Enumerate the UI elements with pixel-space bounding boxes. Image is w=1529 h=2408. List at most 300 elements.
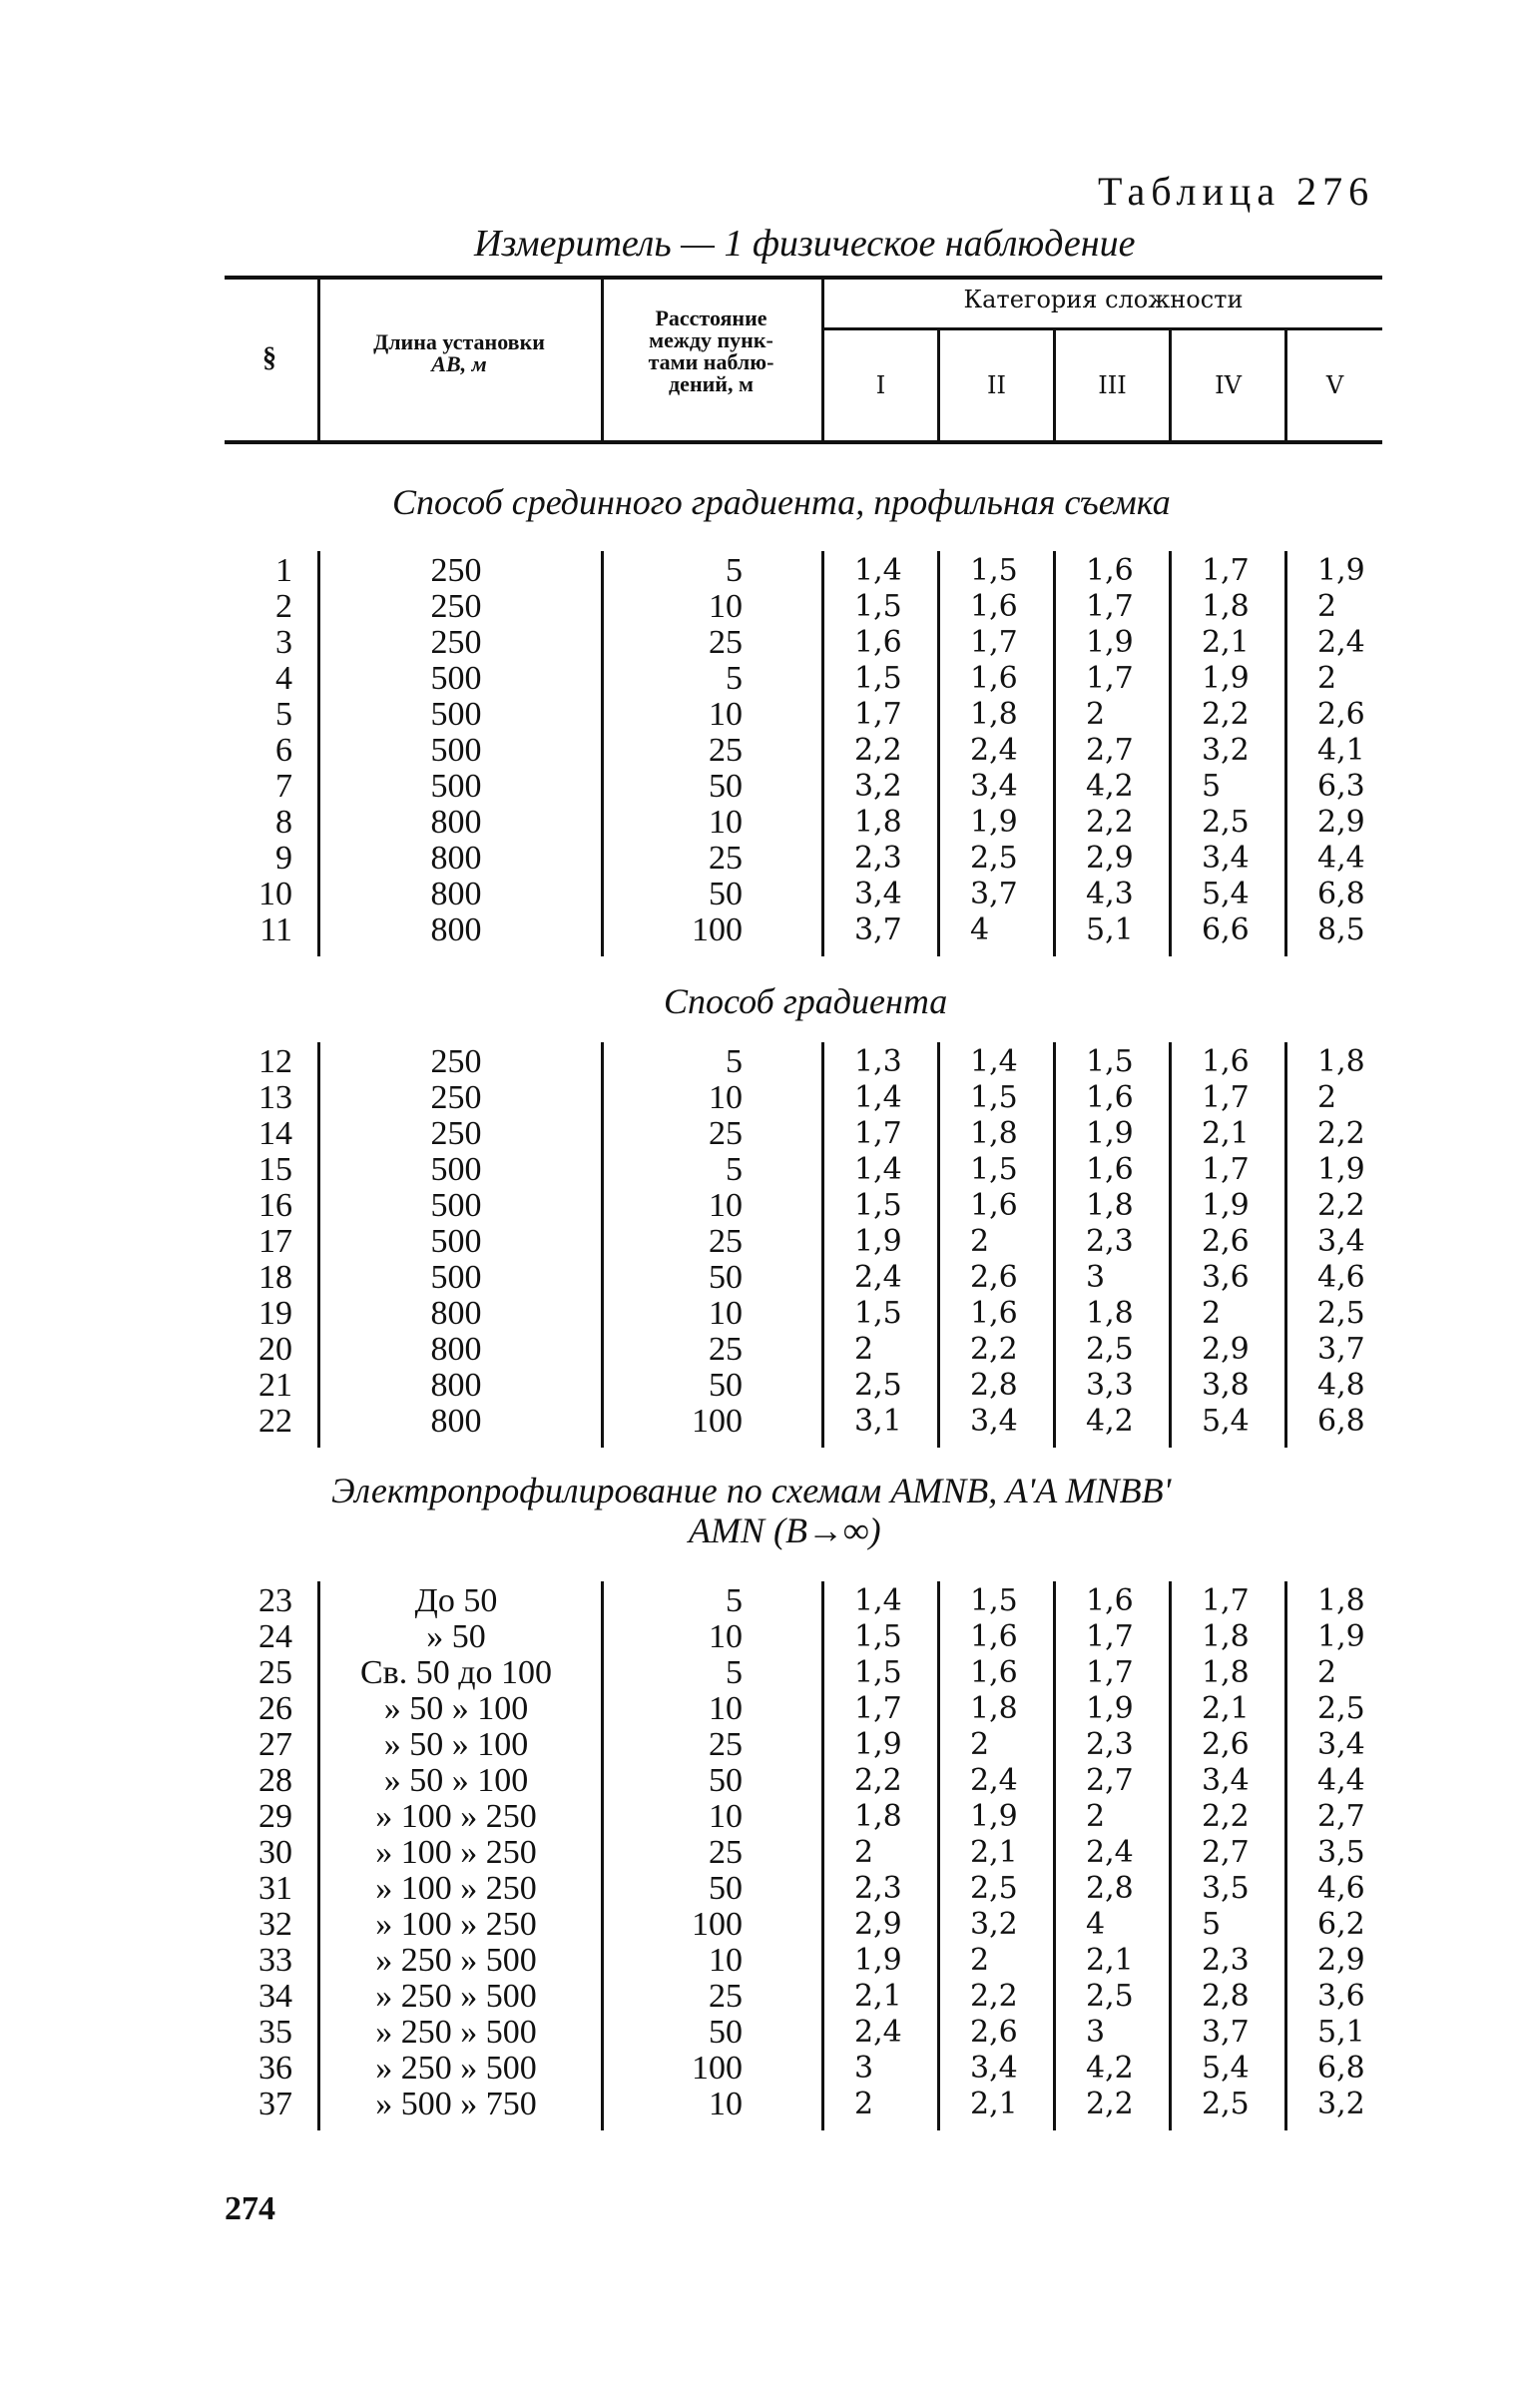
category-4-cell: 5,4 [1202,877,1250,911]
section-1-vline-6 [1169,551,1172,956]
row-number: 19 [258,1295,292,1332]
category-3-cell: 1,6 [1086,1080,1134,1115]
setup-length-cell: » 250 » 500 [375,1942,537,1979]
category-3-cell: 1,6 [1086,553,1134,588]
category-3-cell: 5,1 [1086,912,1134,947]
header-dist-line4: дений, м [669,371,754,396]
category-1-cell: 2 [854,1332,874,1367]
category-2-cell: 1,5 [970,1583,1018,1618]
row-number: 30 [258,1834,292,1871]
category-4-cell: 5 [1202,1907,1222,1942]
category-3-cell: 2,3 [1086,1727,1134,1762]
category-4-cell: 5,4 [1202,1404,1250,1439]
row-number: 18 [258,1259,292,1296]
point-distance-cell: 100 [692,1403,743,1440]
category-2-cell: 1,8 [970,697,1018,732]
category-2-cell: 1,6 [970,1188,1018,1223]
setup-length-cell: 500 [430,768,482,805]
point-distance-cell: 5 [726,1582,743,1619]
category-4-cell: 3,2 [1202,733,1250,768]
point-distance-cell: 50 [709,1762,743,1799]
category-3-cell: 1,6 [1086,1152,1134,1187]
row-number: 24 [258,1618,292,1655]
category-4-cell: 2,3 [1202,1943,1250,1978]
point-distance-cell: 10 [709,1942,743,1979]
category-1-cell: 3 [854,2051,874,2086]
category-5-cell: 4,6 [1317,1260,1365,1295]
section-1-vline-7 [1284,551,1287,956]
setup-length-cell: » 100 » 250 [375,1834,537,1871]
category-4-cell: 2 [1202,1296,1222,1331]
header-distance [604,307,818,395]
setup-length-cell: 250 [430,1115,482,1152]
category-1-cell: 2,3 [854,841,902,876]
row-number: 34 [258,1978,292,2015]
category-3-cell: 2,2 [1086,2087,1134,2121]
category-1-cell: 3,7 [854,912,902,947]
category-1-cell: 1,7 [854,1691,902,1726]
category-4-cell: 3,4 [1202,841,1250,876]
setup-length-cell: » 50 » 100 [383,1690,529,1727]
setup-length-cell: 500 [430,1259,482,1296]
category-4-cell: 1,9 [1202,1188,1250,1223]
category-2-cell: 1,5 [970,1152,1018,1187]
category-5-cell: 5,1 [1317,2015,1365,2050]
category-5-cell: 1,9 [1317,1152,1365,1187]
category-4-cell: 6,6 [1202,912,1250,947]
category-4-cell: 2,7 [1202,1835,1250,1870]
category-2-cell: 2,4 [970,733,1018,768]
category-1-cell: 1,4 [854,1080,902,1115]
category-5-cell: 6,8 [1317,1404,1365,1439]
category-4-cell: 2,2 [1202,1799,1250,1834]
setup-length-cell: » 250 » 500 [375,2050,537,2087]
point-distance-cell: 25 [709,624,743,661]
point-distance-cell: 10 [709,2086,743,2122]
category-2-cell: 1,8 [970,1116,1018,1151]
section-title-3b: AMN (B→∞) [689,1510,881,1550]
category-3-cell: 2,7 [1086,1763,1134,1798]
category-4-cell: 1,9 [1202,661,1250,696]
category-2-cell: 1,9 [970,1799,1018,1834]
row-number: 4 [275,660,292,697]
row-number: 10 [258,876,292,912]
setup-length-cell: » 100 » 250 [375,1906,537,1943]
category-5-cell: 3,4 [1317,1224,1365,1259]
category-2-cell: 4 [970,912,990,947]
category-1-cell: 1,4 [854,1583,902,1618]
category-1-cell: 1,5 [854,1655,902,1690]
category-5-cell: 3,4 [1317,1727,1365,1762]
category-3-cell: 1,5 [1086,1044,1134,1079]
category-3-cell: 3 [1086,1260,1106,1295]
section-2-vline-6 [1169,1042,1172,1448]
point-distance-cell: 5 [726,552,743,589]
setup-length-cell: 800 [430,876,482,912]
row-number: 7 [275,768,292,805]
category-1-cell: 2,5 [854,1368,902,1403]
category-5-cell: 4,8 [1317,1368,1365,1403]
setup-length-cell: 500 [430,732,482,769]
section-2-vline-4 [937,1042,940,1448]
setup-length-cell: 800 [430,1331,482,1368]
category-1-cell: 1,8 [854,805,902,840]
row-number: 2 [275,588,292,625]
setup-length-cell: 800 [430,1295,482,1332]
category-2-cell: 3,4 [970,2051,1018,2086]
row-number: 11 [259,911,292,948]
category-4-cell: 2,2 [1202,697,1250,732]
category-5-cell: 2,5 [1317,1691,1365,1726]
header-dist-line2: между пунк- [649,327,773,352]
category-3-cell: 2,8 [1086,1871,1134,1906]
setup-length-cell: 250 [430,1079,482,1116]
category-4-cell: 3,6 [1202,1260,1250,1295]
category-4-cell: 5 [1202,769,1222,804]
header-cat-iv: IV [1215,371,1242,399]
point-distance-cell: 5 [726,1654,743,1691]
section-title-3: Электропрофилирование по схемам AMNB, A'A MNBB' [331,1471,1172,1510]
point-distance-cell: 10 [709,1079,743,1116]
point-distance-cell: 10 [709,1295,743,1332]
category-5-cell: 1,8 [1317,1044,1365,1079]
category-4-cell: 1,8 [1202,589,1250,624]
point-distance-cell: 50 [709,876,743,912]
category-1-cell: 2 [854,1835,874,1870]
point-distance-cell: 10 [709,1618,743,1655]
category-4-cell: 3,5 [1202,1871,1250,1906]
point-distance-cell: 10 [709,804,743,841]
category-4-cell: 2,5 [1202,805,1250,840]
row-number: 3 [275,624,292,661]
category-3-cell: 1,9 [1086,1691,1134,1726]
point-distance-cell: 10 [709,1690,743,1727]
row-number: 16 [258,1187,292,1224]
category-4-cell: 1,7 [1202,553,1250,588]
category-2-cell: 1,5 [970,553,1018,588]
setup-length-cell: » 250 » 500 [375,1978,537,2015]
category-3-cell: 3,3 [1086,1368,1134,1403]
category-2-cell: 2,6 [970,2015,1018,2050]
category-3-cell: 2,5 [1086,1332,1134,1367]
row-number: 33 [258,1942,292,1979]
category-2-cell: 2,5 [970,841,1018,876]
setup-length-cell: » 100 » 250 [375,1870,537,1907]
setup-length-cell: 800 [430,1367,482,1404]
category-4-cell: 1,6 [1202,1044,1250,1079]
section-3-vline-5 [1053,1581,1056,2130]
category-5-cell: 1,9 [1317,1619,1365,1654]
category-5-cell: 2 [1317,1080,1337,1115]
setup-length-cell: 250 [430,624,482,661]
point-distance-cell: 25 [709,732,743,769]
category-3-cell: 2,3 [1086,1224,1134,1259]
setup-length-cell: » 50 » 100 [383,1726,529,1763]
category-3-cell: 1,7 [1086,1619,1134,1654]
section-title-1: Способ срединного градиента, профильная съемка [392,482,1171,522]
category-3-cell: 1,7 [1086,1655,1134,1690]
section-2-vline-3 [821,1042,824,1448]
category-5-cell: 2,9 [1317,805,1365,840]
row-number: 22 [258,1403,292,1440]
header-cat-ii: II [987,371,1006,399]
category-1-cell: 2,4 [854,1260,902,1295]
section-3-vline-1 [317,1581,320,2130]
row-number: 15 [258,1151,292,1188]
page-number: 274 [225,2190,275,2227]
category-5-cell: 6,8 [1317,2051,1365,2086]
setup-length-cell: 500 [430,1151,482,1188]
category-3-cell: 4,2 [1086,769,1134,804]
category-3-cell: 1,6 [1086,1583,1134,1618]
setup-length-cell: 500 [430,696,482,733]
table-label: Таблица 276 [1098,169,1375,214]
point-distance-cell: 50 [709,1367,743,1404]
point-distance-cell: 5 [726,1043,743,1080]
category-2-cell: 3,2 [970,1907,1018,1942]
section-2-vline-2 [601,1042,604,1448]
header-dist-line1: Расстояние [655,305,767,330]
header-cat-iii: III [1098,371,1127,399]
point-distance-cell: 10 [709,696,743,733]
row-number: 14 [258,1115,292,1152]
setup-length-cell: 250 [430,552,482,589]
category-4-cell: 1,8 [1202,1655,1250,1690]
category-1-cell: 1,5 [854,1619,902,1654]
setup-length-cell: 500 [430,1187,482,1224]
section-2-vline-5 [1053,1042,1056,1448]
category-2-cell: 2,1 [970,2087,1018,2121]
category-5-cell: 6,3 [1317,769,1365,804]
category-1-cell: 1,9 [854,1943,902,1978]
category-4-cell: 2,1 [1202,1691,1250,1726]
section-3-vline-6 [1169,1581,1172,2130]
setup-length-cell: » 50 » 100 [383,1762,529,1799]
row-number: 20 [258,1331,292,1368]
category-3-cell: 1,9 [1086,1116,1134,1151]
category-5-cell: 8,5 [1317,912,1365,947]
category-2-cell: 2,4 [970,1763,1018,1798]
category-2-cell: 3,4 [970,769,1018,804]
category-5-cell: 4,1 [1317,733,1365,768]
point-distance-cell: 10 [709,1187,743,1224]
category-2-cell: 2,1 [970,1835,1018,1870]
row-number: 31 [258,1870,292,1907]
category-5-cell: 2,6 [1317,697,1365,732]
category-3-cell: 2,2 [1086,805,1134,840]
category-5-cell: 3,5 [1317,1835,1365,1870]
section-1-vline-2 [601,551,604,956]
header-length-line2: AB, м [431,351,487,376]
category-4-cell: 1,8 [1202,1619,1250,1654]
setup-length-cell: 500 [430,1223,482,1260]
row-number: 26 [258,1690,292,1727]
row-number: 21 [258,1367,292,1404]
header-cat-i: I [875,371,886,399]
category-2-cell: 2,5 [970,1871,1018,1906]
category-1-cell: 1,5 [854,1188,902,1223]
category-3-cell: 2,9 [1086,841,1134,876]
row-number: 13 [258,1079,292,1116]
category-4-cell: 2,5 [1202,2087,1250,2121]
point-distance-cell: 5 [726,660,743,697]
category-2-cell: 1,6 [970,661,1018,696]
category-1-cell: 2,4 [854,2015,902,2050]
section-3-vline-2 [601,1581,604,2130]
category-3-cell: 2,1 [1086,1943,1134,1978]
setup-length-cell: 250 [430,588,482,625]
setup-length-cell: 500 [430,660,482,697]
point-distance-cell: 25 [709,1834,743,1871]
row-number: 29 [258,1798,292,1835]
category-5-cell: 4,4 [1317,1763,1365,1798]
category-5-cell: 2,5 [1317,1296,1365,1331]
category-3-cell: 2 [1086,1799,1106,1834]
row-number: 6 [275,732,292,769]
category-1-cell: 1,5 [854,589,902,624]
section-1-vline-3 [821,551,824,956]
point-distance-cell: 10 [709,1798,743,1835]
row-number: 1 [275,552,292,589]
category-1-cell: 1,8 [854,1799,902,1834]
header-num: § [262,342,276,373]
point-distance-cell: 100 [692,911,743,948]
header-dist-line3: тами наблю- [648,349,774,374]
category-2-cell: 3,7 [970,877,1018,911]
category-1-cell: 3,2 [854,769,902,804]
category-5-cell: 3,7 [1317,1332,1365,1367]
section-3-vline-3 [821,1581,824,2130]
category-5-cell: 2,4 [1317,625,1365,660]
category-5-cell: 2,7 [1317,1799,1365,1834]
point-distance-cell: 25 [709,1978,743,2015]
category-1-cell: 2,2 [854,733,902,768]
row-number: 12 [258,1043,292,1080]
category-3-cell: 3 [1086,2015,1106,2050]
category-3-cell: 4,3 [1086,877,1134,911]
row-number: 32 [258,1906,292,1943]
header-length-line1: Длина установки [373,329,545,354]
category-1-cell: 3,1 [854,1404,902,1439]
point-distance-cell: 50 [709,2014,743,2051]
section-1-vline-4 [937,551,940,956]
category-5-cell: 6,2 [1317,1907,1365,1942]
category-5-cell: 2 [1317,1655,1337,1690]
setup-length-cell: Св. 50 до 100 [359,1654,553,1691]
category-5-cell: 1,8 [1317,1583,1365,1618]
category-1-cell: 1,6 [854,625,902,660]
section-1-vline-5 [1053,551,1056,956]
category-2-cell: 1,6 [970,1619,1018,1654]
row-number: 37 [258,2086,292,2122]
row-number: 9 [275,840,292,877]
setup-length-cell: » 100 » 250 [375,1798,537,1835]
category-4-cell: 2,6 [1202,1727,1250,1762]
category-rule [821,327,1382,330]
category-1-cell: 1,5 [854,1296,902,1331]
category-2-cell: 2 [970,1727,990,1762]
category-5-cell: 3,6 [1317,1979,1365,2014]
row-number: 36 [258,2050,292,2087]
point-distance-cell: 50 [709,1259,743,1296]
category-5-cell: 2,9 [1317,1943,1365,1978]
category-1-cell: 1,7 [854,1116,902,1151]
category-2-cell: 2,2 [970,1979,1018,2014]
category-2-cell: 1,6 [970,1655,1018,1690]
category-2-cell: 2 [970,1943,990,1978]
category-4-cell: 3,8 [1202,1368,1250,1403]
category-2-cell: 1,9 [970,805,1018,840]
point-distance-cell: 25 [709,840,743,877]
category-1-cell: 2 [854,2087,874,2121]
point-distance-cell: 50 [709,768,743,805]
category-1-cell: 2,3 [854,1871,902,1906]
point-distance-cell: 25 [709,1726,743,1763]
category-5-cell: 6,8 [1317,877,1365,911]
category-3-cell: 2 [1086,697,1106,732]
category-3-cell: 2,4 [1086,1835,1134,1870]
row-number: 17 [258,1223,292,1260]
setup-length-cell: » 500 » 750 [375,2086,537,2122]
category-3-cell: 1,7 [1086,589,1134,624]
section-2-vline-1 [317,1042,320,1448]
header-cat-v: V [1325,371,1344,399]
section-2-vline-7 [1284,1042,1287,1448]
setup-length-cell: 800 [430,911,482,948]
category-4-cell: 2,9 [1202,1332,1250,1367]
row-number: 27 [258,1726,292,1763]
category-4-cell: 2,8 [1202,1979,1250,2014]
category-3-cell: 2,5 [1086,1979,1134,2014]
point-distance-cell: 50 [709,1870,743,1907]
category-3-cell: 4,2 [1086,2051,1134,2086]
point-distance-cell: 100 [692,1906,743,1943]
category-4-cell: 1,7 [1202,1080,1250,1115]
category-4-cell: 1,7 [1202,1583,1250,1618]
point-distance-cell: 10 [709,588,743,625]
category-3-cell: 2,7 [1086,733,1134,768]
category-4-cell: 3,4 [1202,1763,1250,1798]
category-4-cell: 2,1 [1202,625,1250,660]
category-2-cell: 1,6 [970,1296,1018,1331]
category-5-cell: 2 [1317,661,1337,696]
category-1-cell: 1,9 [854,1727,902,1762]
category-5-cell: 2,2 [1317,1188,1365,1223]
category-5-cell: 2 [1317,589,1337,624]
category-1-cell: 1,9 [854,1224,902,1259]
category-4-cell: 3,7 [1202,2015,1250,2050]
category-2-cell: 1,4 [970,1044,1018,1079]
category-3-cell: 4,2 [1086,1404,1134,1439]
category-2-cell: 2,6 [970,1260,1018,1295]
category-2-cell: 1,8 [970,1691,1018,1726]
setup-length-cell: 250 [430,1043,482,1080]
category-3-cell: 1,8 [1086,1188,1134,1223]
header-length [324,331,594,375]
setup-length-cell: 800 [430,804,482,841]
row-number: 35 [258,2014,292,2051]
category-1-cell: 3,4 [854,877,902,911]
category-5-cell: 4,6 [1317,1871,1365,1906]
section-3-vline-4 [937,1581,940,2130]
category-4-cell: 1,7 [1202,1152,1250,1187]
setup-length-cell: До 50 [414,1582,498,1619]
row-number: 23 [258,1582,292,1619]
category-1-cell: 1,5 [854,661,902,696]
category-1-cell: 1,4 [854,553,902,588]
row-number: 25 [258,1654,292,1691]
category-4-cell: 5,4 [1202,2051,1250,2086]
